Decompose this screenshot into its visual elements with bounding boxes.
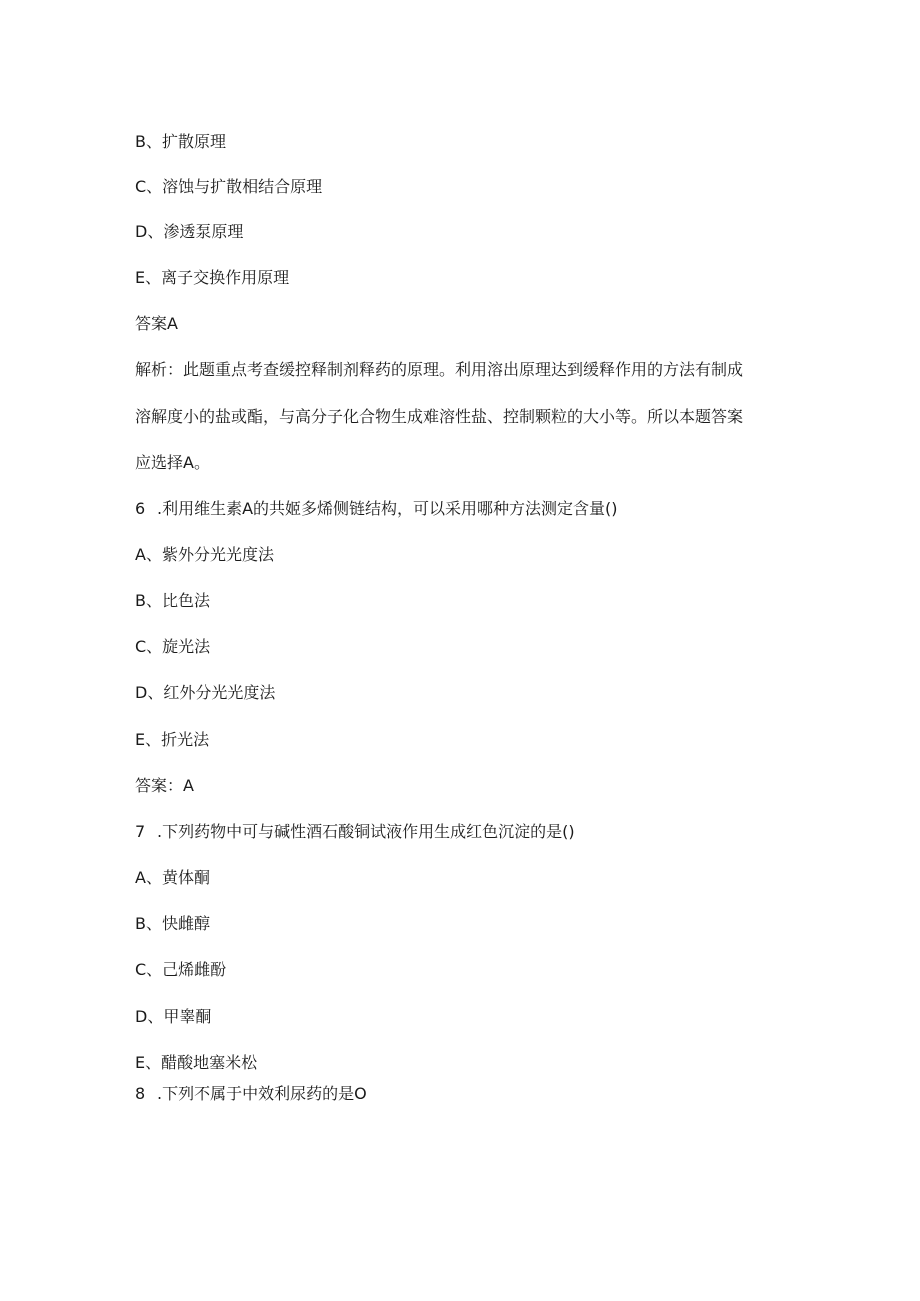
question-stem: .下列不属于中效利尿药的是O	[157, 1084, 367, 1103]
question-number: 6	[135, 499, 146, 518]
question-number: 8	[135, 1084, 146, 1103]
analysis-line-2: 溶解度小的盐或酯，与高分子化合物生成难溶性盐、控制颗粒的大小等。所以本题答案	[135, 407, 744, 426]
q6-option-d: D、红外分光光度法	[135, 683, 276, 702]
q6-answer: 答案：A	[135, 776, 194, 795]
q7-option-b: B、快雌醇	[135, 914, 210, 933]
q6-option-a: A、紫外分光光度法	[135, 545, 274, 564]
option-b: B、扩散原理	[135, 132, 226, 151]
question-7	[135, 822, 575, 842]
q6-option-c: C、旋光法	[135, 637, 211, 656]
question-stem: .利用维生素A的共姬多烯侧链结构，可以采用哪种方法测定含量()	[157, 499, 618, 518]
question-6	[135, 499, 618, 519]
q6-option-b: B、比色法	[135, 591, 210, 610]
q6-option-e: E、折光法	[135, 730, 210, 749]
option-d: D、渗透泵原理	[135, 222, 244, 241]
question-8	[135, 1084, 367, 1104]
question-stem: .下列药物中可与碱性酒石酸铜试液作用生成红色沉淀的是()	[157, 822, 575, 841]
option-c: C、溶蚀与扩散相结合原理	[135, 177, 323, 196]
question-number: 7	[135, 822, 146, 841]
q7-option-a: A、黄体酮	[135, 868, 210, 887]
q7-option-c: C、己烯雌酚	[135, 960, 227, 979]
q7-option-e: E、醋酸地塞米松	[135, 1053, 258, 1072]
answer: 答案A	[135, 314, 178, 333]
q7-option-d: D、甲睾酮	[135, 1007, 212, 1026]
analysis-line-3: 应选择A。	[135, 453, 210, 472]
option-e: E、离子交换作用原理	[135, 268, 290, 287]
analysis-line-1: 解析：此题重点考查缓控释制剂释药的原理。利用溶出原理达到缓释作用的方法有制成	[135, 360, 744, 379]
